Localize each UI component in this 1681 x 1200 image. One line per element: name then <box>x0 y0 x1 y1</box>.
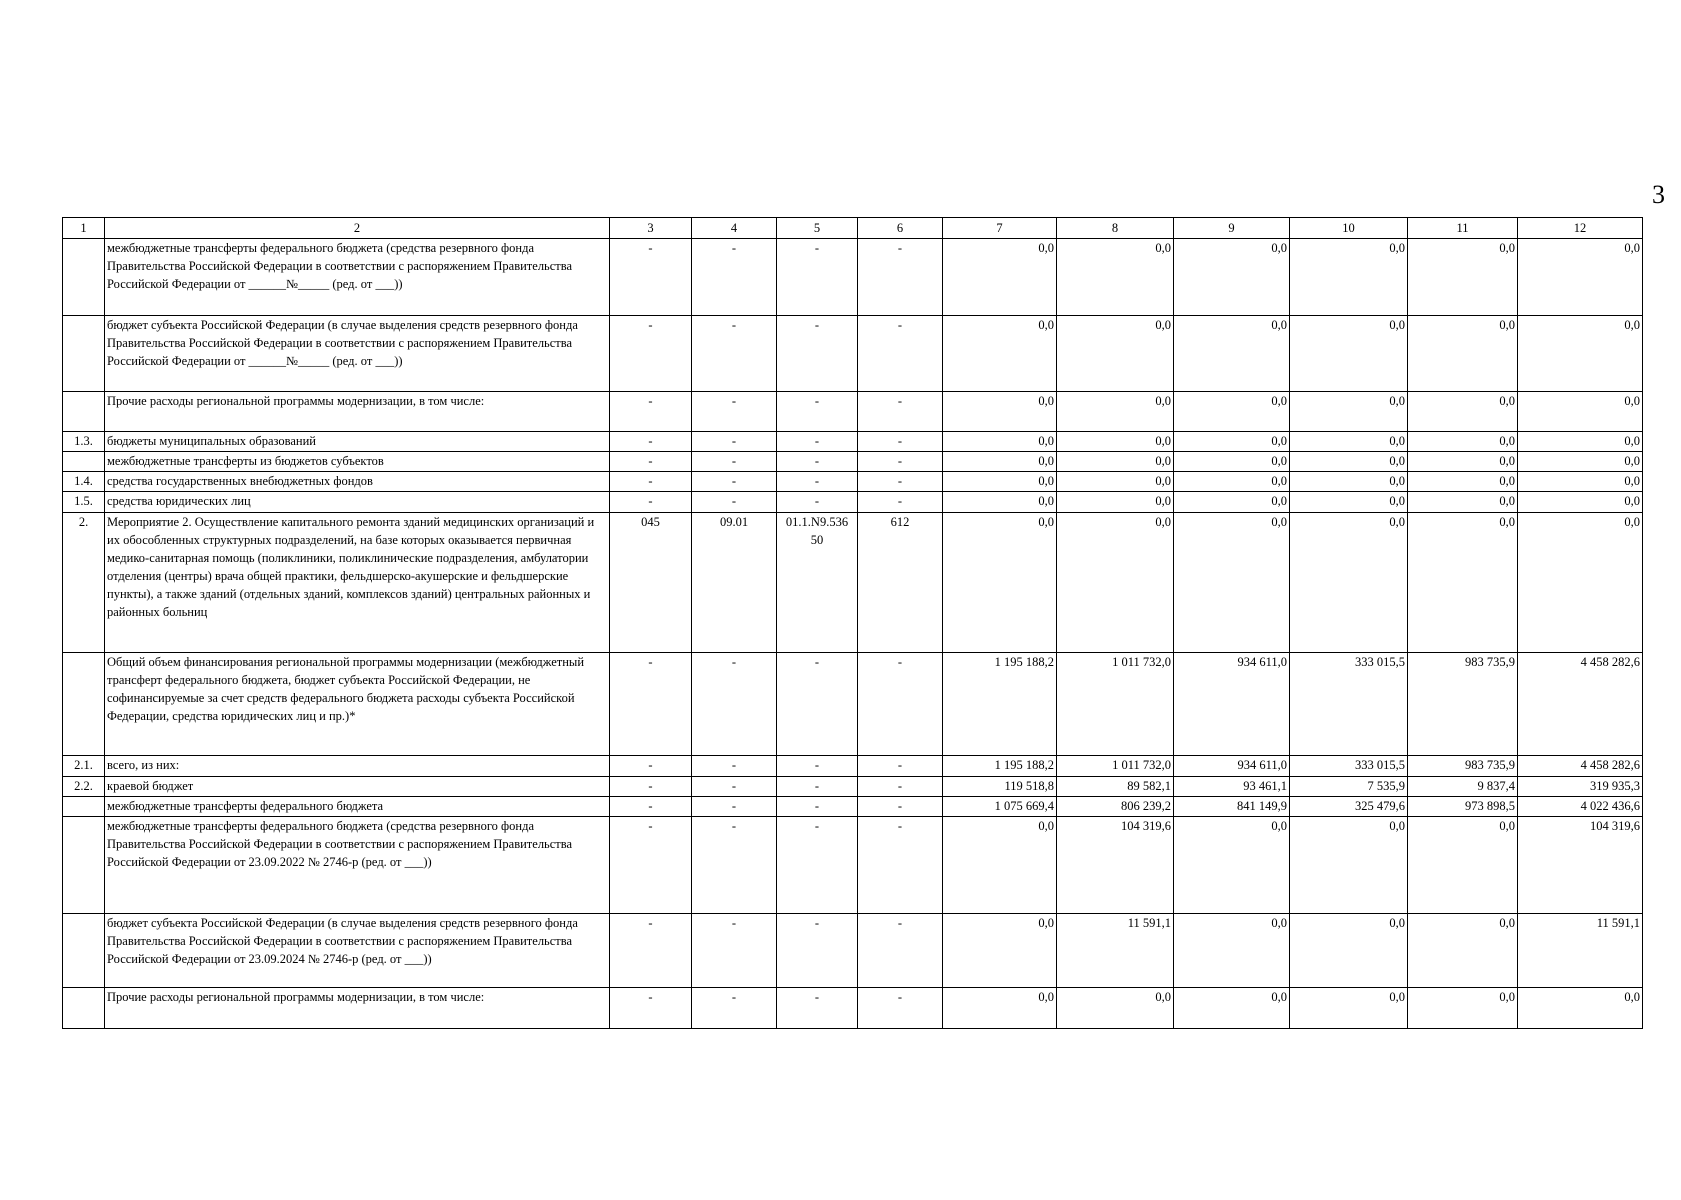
row-name-cell: бюджеты муниципальных образований <box>105 432 610 452</box>
table-row <box>63 316 1643 392</box>
financing-table <box>62 217 1643 1029</box>
table-row <box>63 756 1643 777</box>
code-cell: 612 <box>858 513 943 653</box>
value-cell: 11 591,1 <box>1518 914 1643 988</box>
code-cell: - <box>692 988 777 1029</box>
value-cell: 0,0 <box>943 452 1057 472</box>
value-cell: 0,0 <box>1408 513 1518 653</box>
value-cell: 0,0 <box>1290 988 1408 1029</box>
table-row <box>63 452 1643 472</box>
value-cell: 0,0 <box>943 988 1057 1029</box>
value-cell: 1 195 188,2 <box>943 653 1057 756</box>
code-cell: - <box>777 988 858 1029</box>
code-cell: - <box>610 452 692 472</box>
row-name-cell: Прочие расходы региональной программы модернизации, в том числе: <box>105 988 610 1029</box>
code-cell: 01.1.N9.536 50 <box>777 513 858 653</box>
value-cell: 0,0 <box>1174 914 1290 988</box>
code-cell: - <box>610 817 692 914</box>
value-cell: 104 319,6 <box>1057 817 1174 914</box>
code-cell: - <box>610 239 692 316</box>
value-cell: 0,0 <box>1057 392 1174 432</box>
code-cell: - <box>692 432 777 452</box>
header-cell: 1 <box>63 218 105 239</box>
row-number-cell <box>63 817 105 914</box>
code-cell: - <box>777 653 858 756</box>
row-number-cell: 1.4. <box>63 472 105 492</box>
value-cell: 0,0 <box>1290 817 1408 914</box>
header-cell: 8 <box>1057 218 1174 239</box>
value-cell: 333 015,5 <box>1290 756 1408 777</box>
header-cell: 3 <box>610 218 692 239</box>
value-cell: 4 458 282,6 <box>1518 653 1643 756</box>
code-cell: - <box>692 756 777 777</box>
code-cell: - <box>610 777 692 797</box>
value-cell: 0,0 <box>1408 432 1518 452</box>
code-cell: - <box>777 914 858 988</box>
row-name-cell: краевой бюджет <box>105 777 610 797</box>
value-cell: 0,0 <box>1290 392 1408 432</box>
value-cell: 4 458 282,6 <box>1518 756 1643 777</box>
value-cell: 0,0 <box>1174 817 1290 914</box>
header-cell: 2 <box>105 218 610 239</box>
header-cell: 7 <box>943 218 1057 239</box>
row-number-cell: 1.3. <box>63 432 105 452</box>
value-cell: 4 022 436,6 <box>1518 797 1643 817</box>
value-cell: 1 195 188,2 <box>943 756 1057 777</box>
value-cell: 0,0 <box>1174 316 1290 392</box>
code-cell: - <box>692 914 777 988</box>
row-name-cell: Мероприятие 2. Осуществление капитального ремонта зданий медицинских организаций и их обособленных структурных подразделений, на базе которых оказывается первичная медико-санитарная помощь (поликлиники, поликлинические подразделения, амбулатории отделения (центры) врача общей практики, фельдшерско-акушерские и фельдшерские пункты), а также зданий (отдельных зданий, комплексов зданий) центральных районных и районных больниц <box>105 513 610 653</box>
value-cell: 0,0 <box>1290 452 1408 472</box>
column-number-header-row <box>63 218 1643 239</box>
code-cell: - <box>858 914 943 988</box>
value-cell: 89 582,1 <box>1057 777 1174 797</box>
value-cell: 983 735,9 <box>1408 653 1518 756</box>
value-cell: 0,0 <box>1518 492 1643 513</box>
row-number-cell <box>63 316 105 392</box>
value-cell: 0,0 <box>1408 988 1518 1029</box>
code-cell: - <box>777 756 858 777</box>
row-number-cell <box>63 392 105 432</box>
value-cell: 0,0 <box>1174 392 1290 432</box>
header-cell: 4 <box>692 218 777 239</box>
row-number-cell: 2.1. <box>63 756 105 777</box>
row-number-cell: 1.5. <box>63 492 105 513</box>
code-cell: - <box>777 239 858 316</box>
value-cell: 0,0 <box>1518 239 1643 316</box>
row-name-cell: Общий объем финансирования региональной программы модернизации (межбюджетный трансферт федерального бюджета, бюджет субъекта Российской Федерации, не софинансируемые за счет средств федерального бюджета расходы субъекта Российской Федерации, средства юридических лиц и пр.)* <box>105 653 610 756</box>
code-cell: - <box>610 472 692 492</box>
value-cell: 934 611,0 <box>1174 756 1290 777</box>
value-cell: 0,0 <box>943 432 1057 452</box>
code-cell: - <box>610 316 692 392</box>
value-cell: 0,0 <box>1408 392 1518 432</box>
value-cell: 1 011 732,0 <box>1057 653 1174 756</box>
code-cell: - <box>858 653 943 756</box>
value-cell: 0,0 <box>1057 432 1174 452</box>
row-name-cell: бюджет субъекта Российской Федерации (в случае выделения средств резервного фонда Правительства Российской Федерации в соответствии с распоряжением Правительства Российской Федерации от 23.09.2024 № 2746-р (ред. от ___)) <box>105 914 610 988</box>
value-cell: 0,0 <box>1518 392 1643 432</box>
value-cell: 0,0 <box>1408 316 1518 392</box>
value-cell: 0,0 <box>1174 239 1290 316</box>
table-row <box>63 513 1643 653</box>
row-number-cell: 2.2. <box>63 777 105 797</box>
value-cell: 0,0 <box>943 392 1057 432</box>
row-number-cell <box>63 653 105 756</box>
code-cell: - <box>610 797 692 817</box>
header-cell: 6 <box>858 218 943 239</box>
code-cell: - <box>858 239 943 316</box>
row-name-cell: межбюджетные трансферты федерального бюджета (средства резервного фонда Правительства Российской Федерации в соответствии с распоряжением Правительства Российской Федерации от 23.09.2022 № 2746-р (ред. от ___)) <box>105 817 610 914</box>
row-name-cell: межбюджетные трансферты федерального бюджета (средства резервного фонда Правительства Российской Федерации в соответствии с распоряжением Правительства Российской Федерации от ______№_____ (ред. от ___)) <box>105 239 610 316</box>
header-cell: 10 <box>1290 218 1408 239</box>
code-cell: - <box>858 797 943 817</box>
value-cell: 0,0 <box>1057 492 1174 513</box>
row-number-cell: 2. <box>63 513 105 653</box>
row-number-cell <box>63 239 105 316</box>
code-cell: - <box>692 492 777 513</box>
code-cell: - <box>777 452 858 472</box>
code-cell: - <box>777 492 858 513</box>
value-cell: 1 075 669,4 <box>943 797 1057 817</box>
value-cell: 0,0 <box>1518 432 1643 452</box>
code-cell: 09.01 <box>692 513 777 653</box>
value-cell: 983 735,9 <box>1408 756 1518 777</box>
code-cell: - <box>692 777 777 797</box>
code-cell: - <box>692 653 777 756</box>
value-cell: 325 479,6 <box>1290 797 1408 817</box>
value-cell: 0,0 <box>1518 513 1643 653</box>
value-cell: 0,0 <box>1174 472 1290 492</box>
value-cell: 0,0 <box>943 239 1057 316</box>
code-cell: - <box>692 452 777 472</box>
value-cell: 0,0 <box>1408 452 1518 472</box>
value-cell: 7 535,9 <box>1290 777 1408 797</box>
value-cell: 0,0 <box>1290 914 1408 988</box>
code-cell: - <box>692 817 777 914</box>
value-cell: 0,0 <box>1057 316 1174 392</box>
header-cell: 5 <box>777 218 858 239</box>
value-cell: 0,0 <box>1408 914 1518 988</box>
table-row <box>63 777 1643 797</box>
value-cell: 0,0 <box>1518 452 1643 472</box>
code-cell: - <box>777 817 858 914</box>
code-cell: - <box>858 316 943 392</box>
row-name-cell: межбюджетные трансферты федерального бюджета <box>105 797 610 817</box>
code-cell: 045 <box>610 513 692 653</box>
row-name-cell: межбюджетные трансферты из бюджетов субъектов <box>105 452 610 472</box>
code-cell: - <box>777 392 858 432</box>
code-cell: - <box>858 817 943 914</box>
row-number-cell <box>63 914 105 988</box>
table-row <box>63 239 1643 316</box>
code-cell: - <box>610 914 692 988</box>
table-row <box>63 392 1643 432</box>
value-cell: 0,0 <box>1290 239 1408 316</box>
value-cell: 0,0 <box>1057 472 1174 492</box>
row-number-cell <box>63 797 105 817</box>
value-cell: 0,0 <box>1174 432 1290 452</box>
value-cell: 9 837,4 <box>1408 777 1518 797</box>
table-row <box>63 988 1643 1029</box>
value-cell: 0,0 <box>1290 492 1408 513</box>
header-cell: 9 <box>1174 218 1290 239</box>
code-cell: - <box>610 988 692 1029</box>
table-row <box>63 797 1643 817</box>
code-cell: - <box>610 492 692 513</box>
value-cell: 0,0 <box>943 817 1057 914</box>
value-cell: 0,0 <box>943 472 1057 492</box>
code-cell: - <box>692 316 777 392</box>
value-cell: 0,0 <box>1174 513 1290 653</box>
value-cell: 0,0 <box>1057 452 1174 472</box>
table-row <box>63 653 1643 756</box>
code-cell: - <box>858 777 943 797</box>
code-cell: - <box>610 653 692 756</box>
value-cell: 0,0 <box>1408 472 1518 492</box>
page-number: 3 <box>1652 180 1665 209</box>
value-cell: 0,0 <box>943 316 1057 392</box>
value-cell: 0,0 <box>1057 513 1174 653</box>
table-row <box>63 432 1643 452</box>
row-name-cell: всего, из них: <box>105 756 610 777</box>
value-cell: 0,0 <box>1518 472 1643 492</box>
value-cell: 0,0 <box>1408 492 1518 513</box>
code-cell: - <box>858 988 943 1029</box>
code-cell: - <box>858 392 943 432</box>
value-cell: 0,0 <box>1174 452 1290 472</box>
value-cell: 934 611,0 <box>1174 653 1290 756</box>
code-cell: - <box>692 472 777 492</box>
value-cell: 0,0 <box>1174 988 1290 1029</box>
value-cell: 0,0 <box>1290 472 1408 492</box>
code-cell: - <box>858 432 943 452</box>
table-row <box>63 817 1643 914</box>
value-cell: 93 461,1 <box>1174 777 1290 797</box>
value-cell: 0,0 <box>1290 316 1408 392</box>
value-cell: 11 591,1 <box>1057 914 1174 988</box>
value-cell: 841 149,9 <box>1174 797 1290 817</box>
code-cell: - <box>777 316 858 392</box>
row-name-cell: средства юридических лиц <box>105 492 610 513</box>
value-cell: 0,0 <box>1408 817 1518 914</box>
value-cell: 0,0 <box>1174 492 1290 513</box>
value-cell: 319 935,3 <box>1518 777 1643 797</box>
code-cell: - <box>858 472 943 492</box>
value-cell: 0,0 <box>943 914 1057 988</box>
value-cell: 0,0 <box>1290 432 1408 452</box>
code-cell: - <box>692 239 777 316</box>
value-cell: 973 898,5 <box>1408 797 1518 817</box>
row-number-cell <box>63 452 105 472</box>
code-cell: - <box>777 777 858 797</box>
row-number-cell <box>63 988 105 1029</box>
row-name-cell: средства государственных внебюджетных фондов <box>105 472 610 492</box>
code-cell: - <box>610 756 692 777</box>
code-cell: - <box>858 452 943 472</box>
code-cell: - <box>777 797 858 817</box>
code-cell: - <box>777 432 858 452</box>
value-cell: 0,0 <box>1518 988 1643 1029</box>
table-row <box>63 472 1643 492</box>
row-name-cell: бюджет субъекта Российской Федерации (в случае выделения средств резервного фонда Правительства Российской Федерации в соответствии с распоряжением Правительства Российской Федерации от ______№_____ (ред. от ___)) <box>105 316 610 392</box>
code-cell: - <box>858 492 943 513</box>
value-cell: 333 015,5 <box>1290 653 1408 756</box>
value-cell: 0,0 <box>943 492 1057 513</box>
value-cell: 104 319,6 <box>1518 817 1643 914</box>
header-cell: 11 <box>1408 218 1518 239</box>
value-cell: 119 518,8 <box>943 777 1057 797</box>
value-cell: 0,0 <box>1057 988 1174 1029</box>
header-cell: 12 <box>1518 218 1643 239</box>
value-cell: 0,0 <box>1518 316 1643 392</box>
value-cell: 0,0 <box>1408 239 1518 316</box>
value-cell: 806 239,2 <box>1057 797 1174 817</box>
value-cell: 0,0 <box>1290 513 1408 653</box>
value-cell: 1 011 732,0 <box>1057 756 1174 777</box>
code-cell: - <box>777 472 858 492</box>
row-name-cell: Прочие расходы региональной программы модернизации, в том числе: <box>105 392 610 432</box>
code-cell: - <box>858 756 943 777</box>
code-cell: - <box>692 797 777 817</box>
code-cell: - <box>610 432 692 452</box>
value-cell: 0,0 <box>943 513 1057 653</box>
value-cell: 0,0 <box>1057 239 1174 316</box>
table-row <box>63 914 1643 988</box>
table-row <box>63 492 1643 513</box>
code-cell: - <box>692 392 777 432</box>
code-cell: - <box>610 392 692 432</box>
